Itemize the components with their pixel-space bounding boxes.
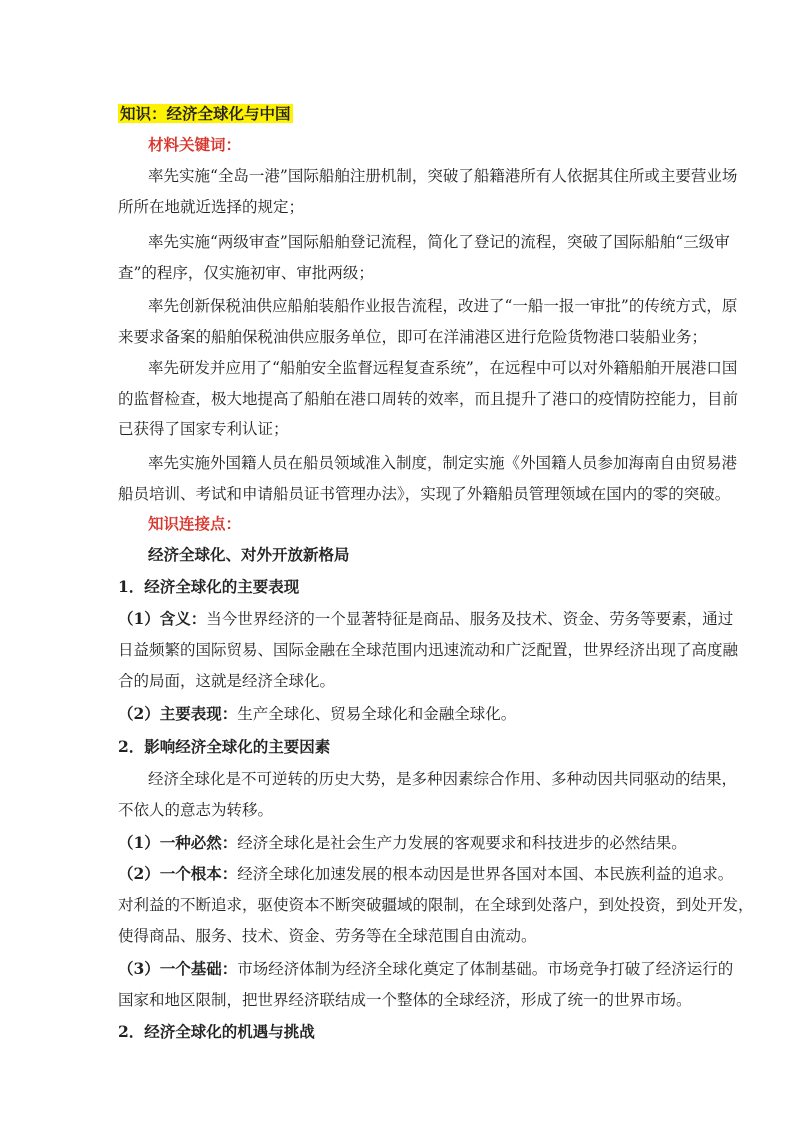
material-line: 已获得了国家专利认证； (118, 420, 289, 438)
material-line: 率先实施“全岛一港”国际船舶注册机制，突破了船籍港所有人依据其住所或主要营业场 (148, 167, 738, 185)
material-line: 来要求备案的船舶保税油供应服务单位，即可在洋浦港区进行危险货物港口装船业务； (118, 328, 708, 346)
section2-p1 (118, 833, 698, 853)
section2-intro-line: 经济全球化是不可逆转的历史大势，是多种因素综合作用、多种动因共同驱动的结果， (148, 770, 738, 788)
topic-title: 经济全球化、对外开放新格局 (148, 545, 350, 564)
section1-p1-line: 合的局面，这就是经济全球化。 (118, 672, 336, 690)
section2-p3 (118, 959, 734, 979)
section2-p2-text: 经济全球化加速发展的根本动因是世界各国对本国、本民族利益的追求。 (237, 865, 734, 883)
section2-p3-text: 市场经济体制为经济全球化奠定了体制基础。市场竞争打破了经济运行的 (237, 960, 734, 978)
section1-p1-line: 日益频繁的国际贸易、国际金融在全球范围内迅速流动和广泛配置，世界经济出现了高度融 (118, 641, 739, 659)
section1-p2-label: （2）主要表现： (118, 704, 238, 723)
heading-highlight: 知识：经济全球化与中国 (120, 104, 291, 123)
knowledge-link-label: 知识连接点： (148, 514, 242, 533)
section3-title: 2．经济全球化的机遇与挑战 (118, 1022, 315, 1041)
material-line: 查”的程序，仅实施初审、审批两级； (118, 264, 374, 282)
section1-p1 (118, 609, 734, 629)
section2-p1-text: 经济全球化是社会生产力发展的客观要求和科技进步的必然结果。 (237, 834, 687, 852)
section2-p1-label: （1）一种必然： (118, 833, 238, 852)
section1-p1-label: （1）含义： (118, 609, 207, 628)
material-line: 率先实施外国籍人员在船员领域准入制度，制定实施《外国籍人员参加海南自由贸易港 (148, 454, 738, 472)
material-line: 的监督检查，极大地提高了船舶在港口周转的效率，而且提升了港口的疫情防控能力，目前 (118, 390, 739, 408)
material-line: 率先创新保税油供应船舶装船作业报告流程，改进了“一船一报一审批”的传统方式，原 (148, 297, 738, 315)
section2-intro-line: 不依人的意志为转移。 (118, 801, 274, 819)
section1-title: 1．经济全球化的主要表现 (118, 577, 300, 596)
section1-p2-text: 生产全球化、贸易全球化和金融全球化。 (237, 705, 517, 723)
material-line: 船员培训、考试和申请船员证书管理办法》，实现了外籍船员管理领域在国内的零的突破。 (118, 485, 731, 503)
section2-p2-line: 对利益的不断追求，驱使资本不断突破疆域的限制，在全球到处落户，到处投资，到处开发， (118, 896, 754, 914)
section2-p2-label: （2）一个根本： (118, 864, 238, 883)
section2-p2-line: 使得商品、服务、技术、资金、劳务等在全球范围自由流动。 (118, 927, 537, 945)
section2-p3-line: 国家和地区限制，把世界经济联结成一个整体的全球经济，形成了统一的世界市场。 (118, 991, 692, 1009)
material-line: 所所在地就近选择的规定； (118, 198, 305, 216)
heading (118, 104, 698, 124)
section2-p2 (118, 864, 734, 884)
material-line: 率先研发并应用了“船舶安全监督远程复查系统”，在远程中可以对外籍船舶开展港口国 (148, 359, 738, 377)
material-keywords-label: 材料关键词： (148, 135, 242, 154)
section2-p3-label: （3）一个基础： (118, 959, 238, 978)
material-line: 率先实施“两级审查”国际船舶登记流程，简化了登记的流程，突破了国际船舶“三级审 (148, 233, 730, 251)
section2-title: 2．影响经济全球化的主要因素 (118, 737, 331, 756)
section1-p2 (118, 704, 698, 724)
section1-p1-text: 当今世界经济的一个显著特征是商品、服务及技术、资金、劳务等要素，通过 (206, 610, 734, 628)
